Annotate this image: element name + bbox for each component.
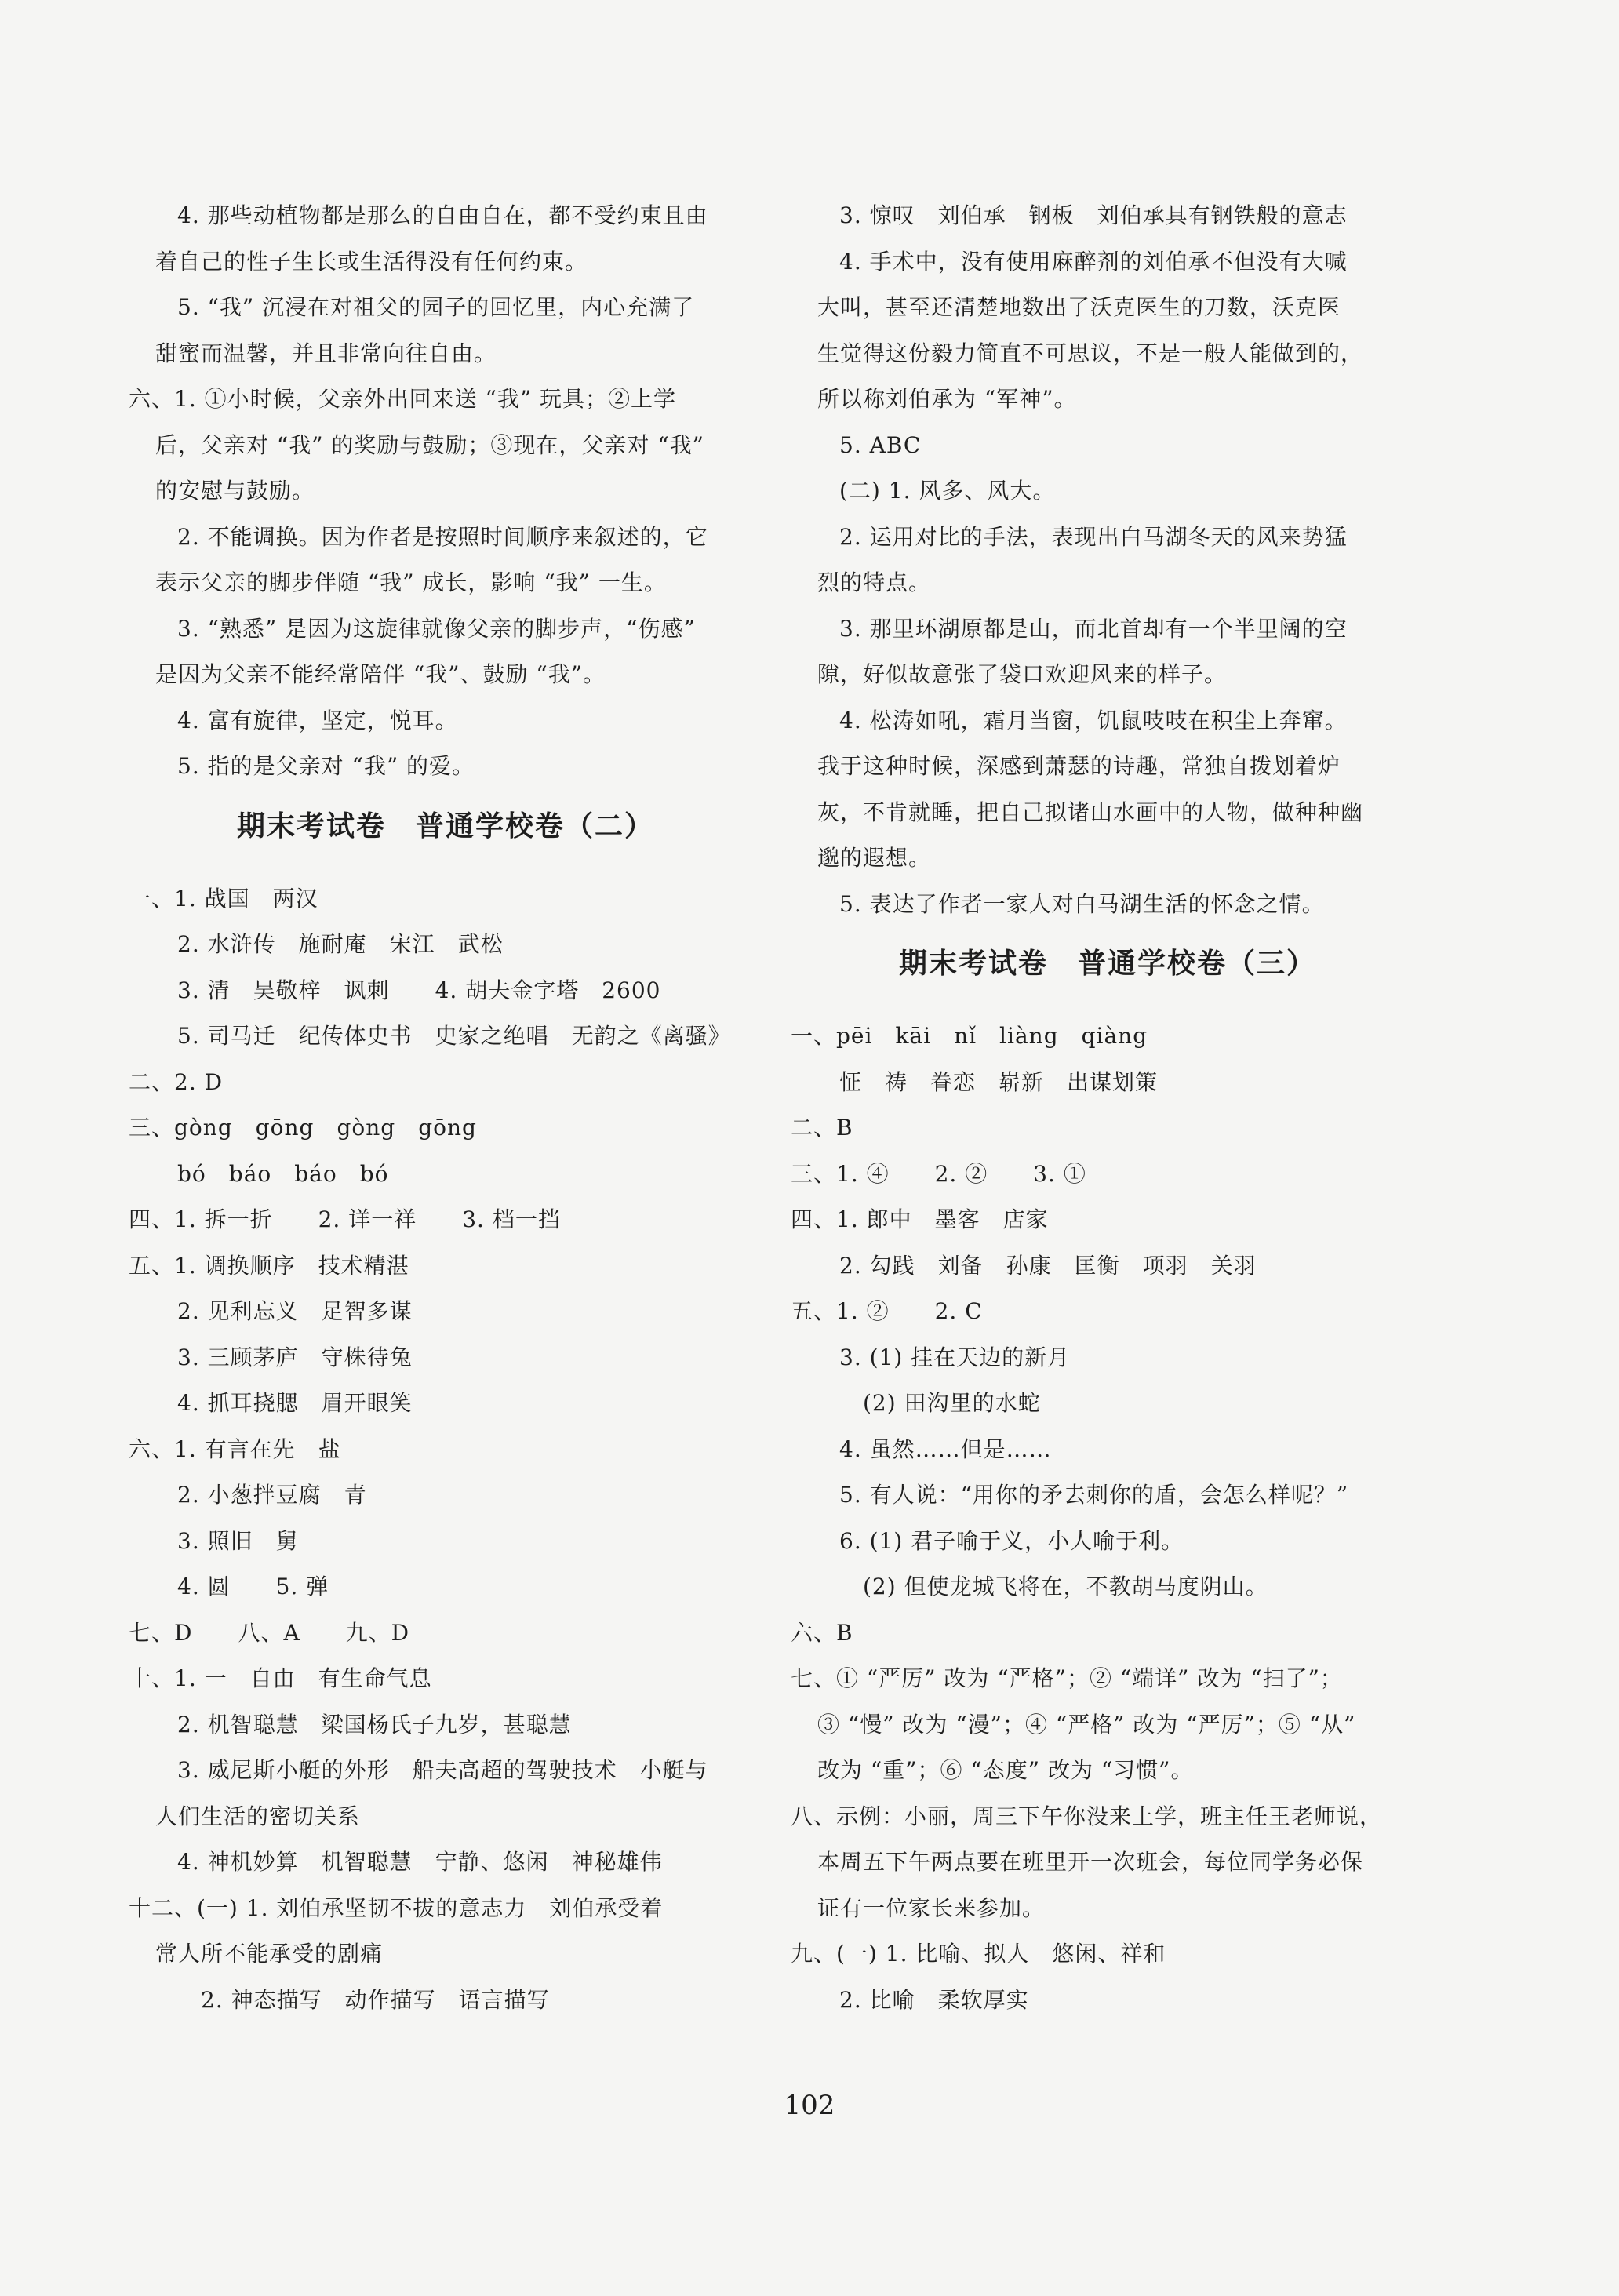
answer-line: 4. 圆 5. 弹 bbox=[177, 1574, 329, 1599]
answer-line: 人们生活的密切关系 bbox=[155, 1803, 361, 1829]
answer-line: 3. 惊叹 刘伯承 钢板 刘伯承具有钢铁般的意志 bbox=[839, 202, 1348, 228]
answer-line: (二) 1. 风多、风大。 bbox=[839, 478, 1056, 504]
answer-line: 怔 祷 眷恋 崭新 出谋划策 bbox=[839, 1068, 1159, 1095]
answer-line: 邈的遐想。 bbox=[817, 845, 932, 871]
answer-line: 6. (1) 君子喻于义，小人喻于利。 bbox=[839, 1527, 1184, 1554]
answer-line: 七、D 八、A 九、D bbox=[129, 1619, 410, 1646]
answer-line: 3. 清 吴敬梓 讽刺 4. 胡夫金字塔 2600 bbox=[177, 977, 661, 1003]
answer-line: 七、① “严厉” 改为 “严格”；② “端详” 改为 “扫了”； bbox=[791, 1665, 1343, 1691]
answer-line: 5. 司马迁 纪传体史书 史家之绝唱 无韵之《离骚》 bbox=[177, 1023, 731, 1049]
answer-line: 着自己的性子生长或生活得没有任何约束。 bbox=[155, 248, 588, 275]
answer-line: bó báo báo bó bbox=[177, 1160, 389, 1187]
answer-line: 表示父亲的脚步伴随 “我” 成长，影响 “我” 一生。 bbox=[155, 569, 667, 595]
answer-line: ③ “慢” 改为 “漫”；④ “严格” 改为 “严厉”；⑤ “从” bbox=[817, 1711, 1356, 1737]
answer-line: 大叫，甚至还清楚地数出了沃克医生的刀数，沃克医 bbox=[817, 294, 1341, 320]
answer-line: 5. 指的是父亲对 “我” 的爱。 bbox=[177, 753, 475, 779]
answer-line: 4. 那些动植物都是那么的自由自在，都不受约束且由 bbox=[177, 202, 708, 228]
answer-line: 3. 威尼斯小艇的外形 船夫高超的驾驶技术 小艇与 bbox=[177, 1757, 708, 1783]
answer-line: 三、1. ④ 2. ② 3. ① bbox=[791, 1160, 1086, 1187]
answer-line: 十、1. 一 自由 有生命气息 bbox=[129, 1665, 432, 1691]
answer-line: 2. 神态描写 动作描写 语言描写 bbox=[201, 1986, 550, 2013]
answer-line: 4. 富有旋律，坚定，悦耳。 bbox=[177, 707, 458, 733]
answer-line: 六、B bbox=[791, 1619, 853, 1646]
answer-line: 5. 表达了作者一家人对白马湖生活的怀念之情。 bbox=[839, 890, 1325, 917]
answer-line: 的安慰与鼓励。 bbox=[155, 478, 315, 504]
answer-line: 甜蜜而温馨，并且非常向往自由。 bbox=[155, 340, 497, 366]
answer-line: 3. 那里环湖原都是山，而北首却有一个半里阔的空 bbox=[839, 615, 1348, 642]
answer-line: 3. (1) 挂在天边的新月 bbox=[839, 1344, 1071, 1370]
answer-line: 常人所不能承受的剧痛 bbox=[155, 1941, 384, 1967]
answer-line: 六、1. ①小时候，父亲外出回来送 “我” 玩具；②上学 bbox=[129, 386, 677, 412]
answer-line: 2. 水浒传 施耐庵 宋江 武松 bbox=[177, 931, 504, 957]
answer-line: 2. 运用对比的手法，表现出白马湖冬天的风来势猛 bbox=[839, 523, 1348, 550]
answer-line: 2. 小葱拌豆腐 青 bbox=[177, 1482, 367, 1508]
answer-line: 六、1. 有言在先 盐 bbox=[129, 1435, 341, 1462]
answer-line: 我于这种时候，深感到萧瑟的诗趣，常独自拨划着炉 bbox=[817, 753, 1341, 779]
answer-line: 2. 比喻 柔软厚实 bbox=[839, 1986, 1029, 2013]
answer-line: 四、1. 拆一折 2. 详一祥 3. 档一挡 bbox=[129, 1206, 561, 1232]
answer-line: 是因为父亲不能经常陪伴 “我”、鼓励 “我”。 bbox=[155, 661, 606, 687]
answer-line: 改为 “重”；⑥ “态度” 改为 “习惯”。 bbox=[817, 1757, 1194, 1783]
answer-line: 五、1. ② 2. C bbox=[791, 1298, 983, 1324]
answer-line: 3. 照旧 舅 bbox=[177, 1527, 299, 1554]
answer-line: 所以称刘伯承为 “军神”。 bbox=[817, 386, 1077, 412]
answer-line: 后，父亲对 “我” 的奖励与鼓励；③现在，父亲对 “我” bbox=[155, 431, 704, 458]
answer-line: 本周五下午两点要在班里开一次班会，每位同学务必保 bbox=[817, 1849, 1364, 1875]
answer-line: 一、1. 战国 两汉 bbox=[129, 885, 318, 911]
answer-line: (2) 但使龙城飞将在，不教胡马度阴山。 bbox=[863, 1574, 1268, 1599]
answer-line: 2. 机智聪慧 梁国杨氏子九岁，甚聪慧 bbox=[177, 1711, 572, 1737]
answer-line: 4. 抓耳挠腮 眉开眼笑 bbox=[177, 1390, 413, 1416]
page-number: 102 bbox=[784, 2090, 835, 2121]
answer-line: 2. 见利忘义 足智多谋 bbox=[177, 1298, 413, 1324]
answer-line: 4. 神机妙算 机智聪慧 宁静、悠闲 神秘雄伟 bbox=[177, 1849, 663, 1875]
answer-line: (2) 田沟里的水蛇 bbox=[863, 1390, 1041, 1416]
answer-line: 二、B bbox=[791, 1115, 853, 1141]
answer-line: 2. 不能调换。因为作者是按照时间顺序来叙述的，它 bbox=[177, 523, 708, 550]
answer-line: 一、pēi kāi nǐ liàng qiàng bbox=[791, 1023, 1148, 1049]
section-title: 期末考试卷 普通学校卷（二） bbox=[236, 810, 654, 842]
section-title: 期末考试卷 普通学校卷（三） bbox=[898, 948, 1316, 980]
answer-line: 五、1. 调换顺序 技术精湛 bbox=[129, 1252, 409, 1279]
answer-line: 四、1. 郎中 墨客 店家 bbox=[791, 1206, 1049, 1232]
answer-line: 3. 三顾茅庐 守株待兔 bbox=[177, 1344, 413, 1370]
answer-line: 生觉得这份毅力简直不可思议，不是一般人能做到的， bbox=[817, 340, 1364, 366]
answer-line: 八、示例：小丽，周三下午你没来上学，班主任王老师说， bbox=[791, 1803, 1383, 1829]
answer-line: 烈的特点。 bbox=[817, 569, 932, 595]
answer-line: 隙，好似故意张了袋口欢迎风来的样子。 bbox=[817, 661, 1228, 687]
answer-line: 4. 虽然……但是…… bbox=[839, 1435, 1052, 1462]
answer-line: 二、2. D bbox=[129, 1068, 224, 1095]
answer-line: 灰，不肯就睡，把自己拟诸山水画中的人物，做种种幽 bbox=[817, 799, 1364, 825]
answer-line: 三、gòng gōng gòng gōng bbox=[129, 1115, 477, 1141]
answer-line: 九、(一) 1. 比喻、拟人 悠闲、祥和 bbox=[791, 1941, 1166, 1967]
answer-line: 证有一位家长来参加。 bbox=[817, 1894, 1046, 1921]
answer-line: 4. 手术中，没有使用麻醉剂的刘伯承不但没有大喊 bbox=[839, 248, 1348, 275]
answer-line: 2. 勾践 刘备 孙康 匡衡 项羽 关羽 bbox=[839, 1252, 1257, 1279]
answer-line: 5. “我” 沉浸在对祖父的园子的回忆里，内心充满了 bbox=[177, 294, 695, 320]
answer-line: 5. 有人说：“用你的矛去刺你的盾，会怎么样呢？” bbox=[839, 1482, 1349, 1508]
answer-line: 3. “熟悉” 是因为这旋律就像父亲的脚步声，“伤感” bbox=[177, 615, 696, 642]
answer-line: 5. ABC bbox=[839, 431, 922, 458]
answer-line: 十二、(一) 1. 刘伯承坚韧不拔的意志力 刘伯承受着 bbox=[129, 1894, 664, 1921]
answer-line: 4. 松涛如吼，霜月当窗，饥鼠吱吱在积尘上奔窜。 bbox=[839, 707, 1348, 733]
